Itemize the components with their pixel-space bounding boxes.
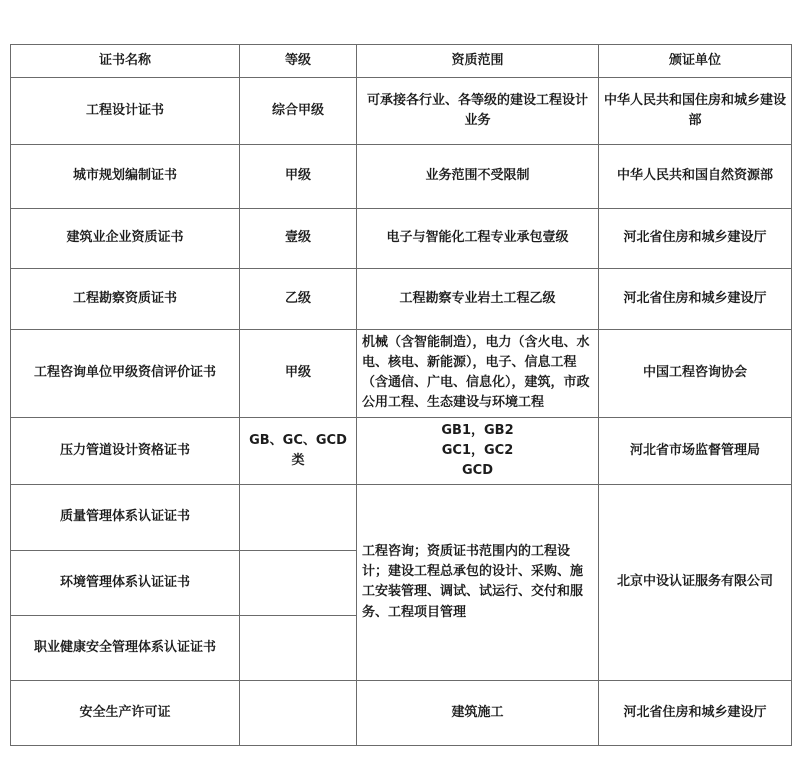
certificate-table <box>10 44 792 746</box>
cell-level <box>240 615 357 680</box>
cell-certificate-name: 安全生产许可证 <box>11 680 240 745</box>
cell-scope: 可承接各行业、各等级的建设工程设计业务 <box>357 78 599 145</box>
cell-scope: 电子与智能化工程专业承包壹级 <box>357 209 599 269</box>
cell-issuer: 中华人民共和国自然资源部 <box>599 145 792 209</box>
cell-level: 乙级 <box>240 269 357 330</box>
column-header-level: 等级 <box>240 45 357 78</box>
cell-level: 综合甲级 <box>240 78 357 145</box>
cell-issuer: 河北省市场监督管理局 <box>599 417 792 484</box>
cell-certificate-name: 环境管理体系认证证书 <box>11 550 240 615</box>
cell-scope <box>357 417 599 484</box>
cell-level: 甲级 <box>240 330 357 418</box>
cell-certificate-name: 工程咨询单位甲级资信评价证书 <box>11 330 240 418</box>
cell-scope: 机械（含智能制造），电力（含火电、水电、核电、新能源），电子、信息工程（含通信、广电、信息化），建筑，市政公用工程、生态建设与环境工程 <box>357 330 599 418</box>
cell-scope: 业务范围不受限制 <box>357 145 599 209</box>
cell-issuer: 中国工程咨询协会 <box>599 330 792 418</box>
table-row <box>11 484 792 550</box>
scope-line: GC1，GC2 <box>441 442 514 458</box>
cell-issuer: 河北省住房和城乡建设厅 <box>599 269 792 330</box>
table-row <box>11 417 792 484</box>
table-row <box>11 680 792 745</box>
table-row <box>11 330 792 418</box>
cell-issuer: 中华人民共和国住房和城乡建设部 <box>599 78 792 145</box>
column-header-certificate-name: 证书名称 <box>11 45 240 78</box>
cell-level: 壹级 <box>240 209 357 269</box>
table-row <box>11 145 792 209</box>
table-row <box>11 209 792 269</box>
scope-line: GCD <box>461 462 493 478</box>
cell-certificate-name: 工程勘察资质证书 <box>11 269 240 330</box>
cell-certificate-name: 压力管道设计资格证书 <box>11 417 240 484</box>
cell-level <box>240 484 357 550</box>
cell-scope-merged: 工程咨询；资质证书范围内的工程设计；建设工程总承包的设计、采购、施工安装管理、调试、试运行、交付和服务、工程项目管理 <box>357 484 599 680</box>
cell-level: GB、GC、GCD 类 <box>240 417 357 484</box>
cell-certificate-name: 工程设计证书 <box>11 78 240 145</box>
cell-issuer: 河北省住房和城乡建设厅 <box>599 209 792 269</box>
table-row <box>11 78 792 145</box>
cell-certificate-name: 建筑业企业资质证书 <box>11 209 240 269</box>
cell-scope: 建筑施工 <box>357 680 599 745</box>
table-row <box>11 269 792 330</box>
cell-issuer-merged: 北京中设认证服务有限公司 <box>599 484 792 680</box>
cell-certificate-name: 城市规划编制证书 <box>11 145 240 209</box>
cell-level <box>240 680 357 745</box>
column-header-scope: 资质范围 <box>357 45 599 78</box>
column-header-issuer: 颁证单位 <box>599 45 792 78</box>
cell-issuer: 河北省住房和城乡建设厅 <box>599 680 792 745</box>
cell-level: 甲级 <box>240 145 357 209</box>
cell-certificate-name: 质量管理体系认证证书 <box>11 484 240 550</box>
cell-scope: 工程勘察专业岩土工程乙级 <box>357 269 599 330</box>
cell-certificate-name: 职业健康安全管理体系认证证书 <box>11 615 240 680</box>
table-header-row <box>11 45 792 78</box>
scope-line: GB1，GB2 <box>441 422 514 438</box>
cell-level <box>240 550 357 615</box>
